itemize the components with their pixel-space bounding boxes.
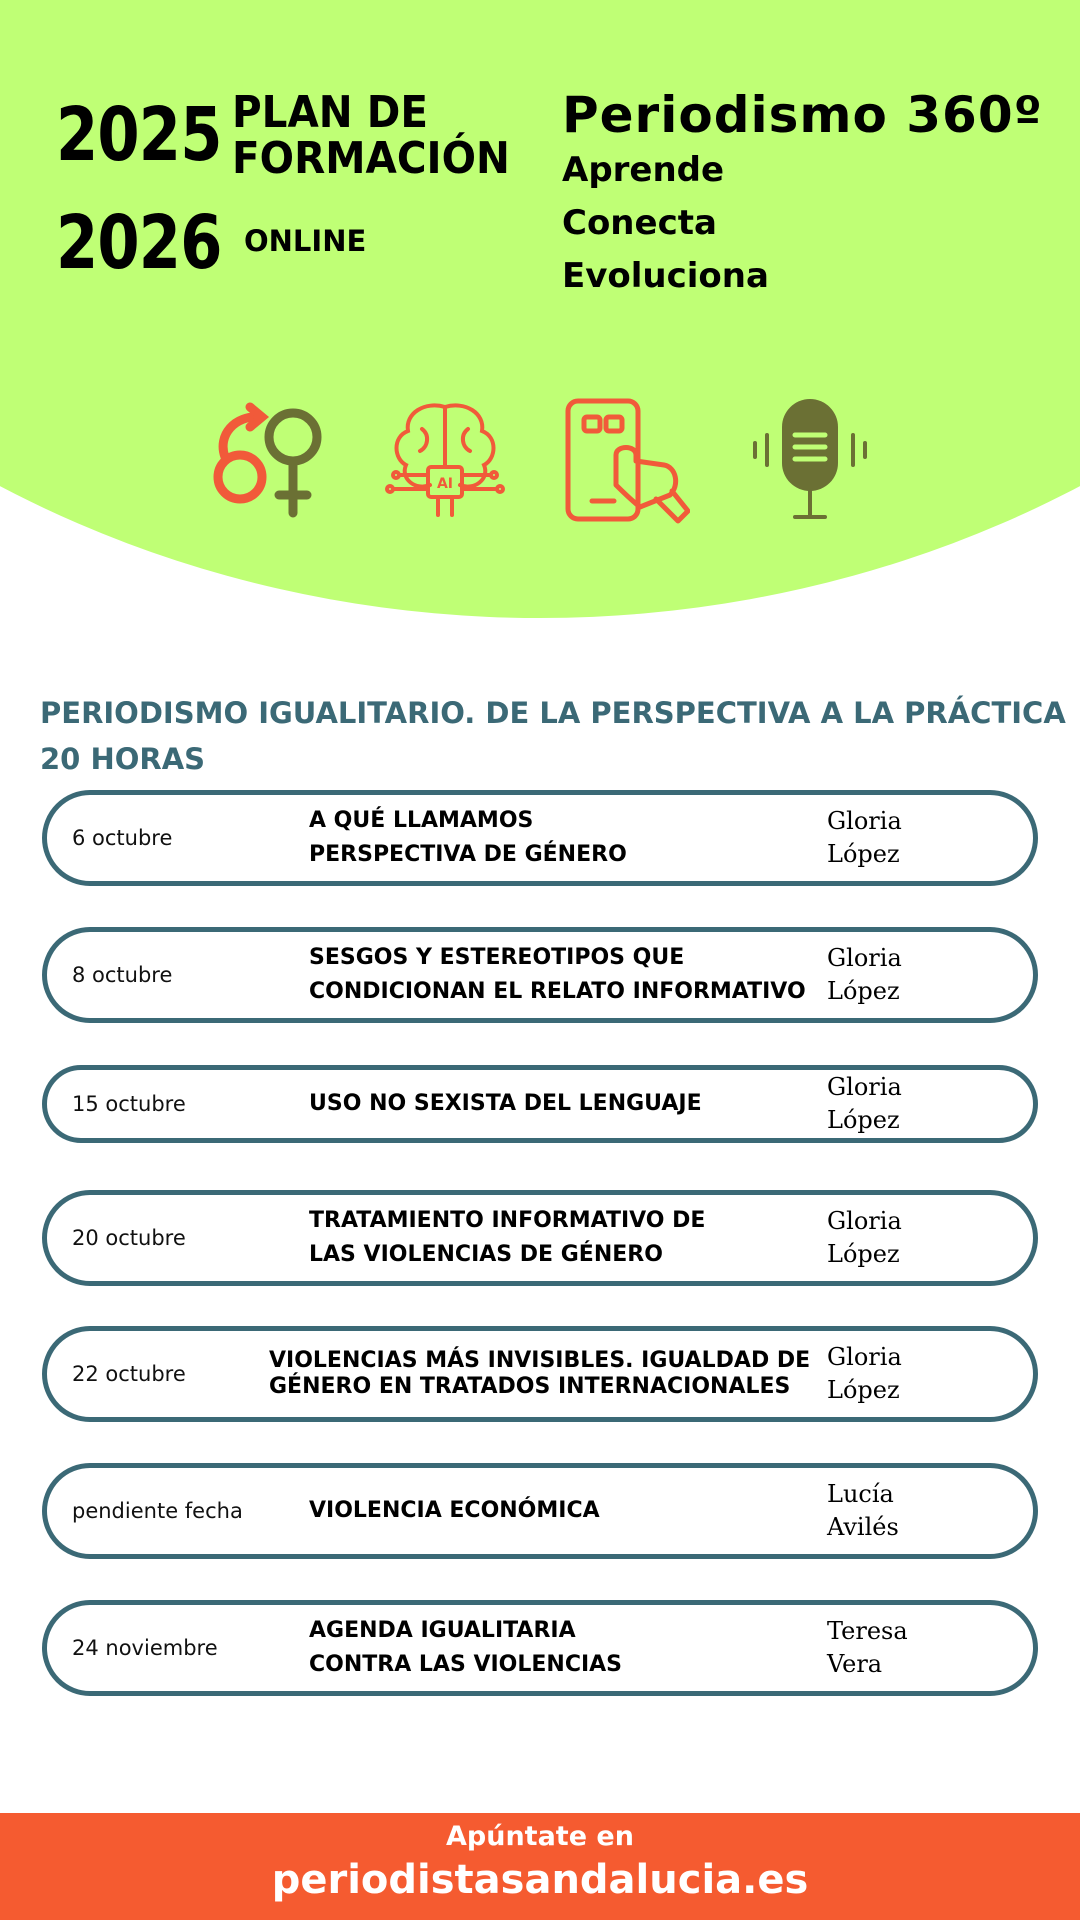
session-speaker [827, 1605, 908, 1691]
course-name: PERIODISMO IGUALITARIO. DE LA PERSPECTIVA A LA PRÁCTICA [40, 696, 1066, 730]
session-title-line: TRATAMIENTO INFORMATIVO DE [309, 1208, 706, 1233]
microphone-icon [745, 395, 875, 525]
speaker-first-name: Gloria [827, 1343, 902, 1371]
speaker-first-name: Lucía [827, 1480, 894, 1508]
tagline-item: Evoluciona [562, 256, 769, 296]
speaker-first-name: Gloria [827, 807, 902, 835]
signup-link[interactable]: periodistasandalucia.es [271, 1857, 809, 1903]
session-title [309, 1605, 829, 1691]
tagline-item: Aprende [562, 150, 725, 190]
course-title [40, 690, 1070, 782]
session-title [309, 1070, 829, 1138]
session-row [42, 790, 1038, 886]
session-speaker [827, 795, 902, 881]
tagline-item: Conecta [562, 203, 717, 243]
session-title-line: AGENDA IGUALITARIA [309, 1618, 576, 1643]
session-speaker [827, 1468, 899, 1554]
session-speaker [827, 932, 902, 1018]
session-date: 24 noviembre [72, 1636, 218, 1660]
session-date: 8 octubre [72, 963, 173, 987]
session-title-line: A QUÉ LLAMAMOS [309, 808, 534, 833]
session-row [42, 927, 1038, 1023]
session-title-line: VIOLENCIA ECONÓMICA [309, 1498, 600, 1523]
session-row [42, 1326, 1038, 1422]
ai-brain-icon [380, 395, 510, 525]
session-date: 15 octubre [72, 1092, 186, 1116]
mode-label: ONLINE [244, 224, 367, 258]
speaker-first-name: Gloria [827, 944, 902, 972]
session-row [42, 1600, 1038, 1696]
session-date: 20 octubre [72, 1226, 186, 1250]
speaker-last-name: López [827, 1376, 900, 1404]
brand-title: Periodismo 360º [562, 86, 1043, 144]
session-title-line: CONTRA LAS VIOLENCIAS [309, 1652, 623, 1677]
session-title-line: CONDICIONAN EL RELATO INFORMATIVO [309, 979, 806, 1004]
speaker-first-name: Gloria [827, 1207, 902, 1235]
session-title [269, 1331, 811, 1417]
plan-title [232, 87, 510, 184]
signup-cta: Apúntate en [446, 1821, 634, 1852]
session-date: 6 octubre [72, 826, 173, 850]
session-speaker [827, 1195, 902, 1281]
speaker-last-name: López [827, 1106, 900, 1134]
year-start: 2025 [56, 92, 222, 178]
plan-title-line2: FORMACIÓN [232, 133, 510, 184]
speaker-last-name: López [827, 840, 900, 868]
signup-footer [0, 1813, 1080, 1920]
session-row [42, 1190, 1038, 1286]
session-row [42, 1463, 1038, 1559]
session-date: 22 octubre [72, 1362, 186, 1386]
session-title-line: GÉNERO EN TRATADOS INTERNACIONALES [269, 1374, 791, 1399]
session-speaker [827, 1070, 902, 1138]
speaker-last-name: López [827, 977, 900, 1005]
session-speaker [827, 1331, 902, 1417]
session-date: pendiente fecha [72, 1499, 243, 1523]
session-row [42, 1065, 1038, 1143]
session-title [309, 1468, 829, 1554]
session-title-line: LAS VIOLENCIAS DE GÉNERO [309, 1242, 663, 1267]
speaker-last-name: López [827, 1240, 900, 1268]
session-title [309, 795, 829, 881]
session-title-line: VIOLENCIAS MÁS INVISIBLES. IGUALDAD DE [269, 1348, 811, 1373]
gender-symbols-icon [205, 395, 335, 525]
course-hours: 20 HORAS [40, 742, 206, 776]
session-title-line: PERSPECTIVA DE GÉNERO [309, 842, 627, 867]
session-title [309, 1195, 829, 1281]
speaker-last-name: Vera [827, 1650, 883, 1678]
session-title [309, 932, 829, 1018]
speaker-first-name: Teresa [827, 1617, 908, 1645]
smartphone-touch-icon [560, 395, 690, 525]
speaker-first-name: Gloria [827, 1073, 902, 1101]
session-title-line: USO NO SEXISTA DEL LENGUAJE [309, 1091, 702, 1116]
plan-title-line1: PLAN DE [232, 87, 429, 138]
svg-text:AI: AI [436, 476, 454, 492]
year-end: 2026 [56, 200, 222, 286]
speaker-last-name: Avilés [827, 1513, 899, 1541]
session-title-line: SESGOS Y ESTEREOTIPOS QUE [309, 945, 685, 970]
